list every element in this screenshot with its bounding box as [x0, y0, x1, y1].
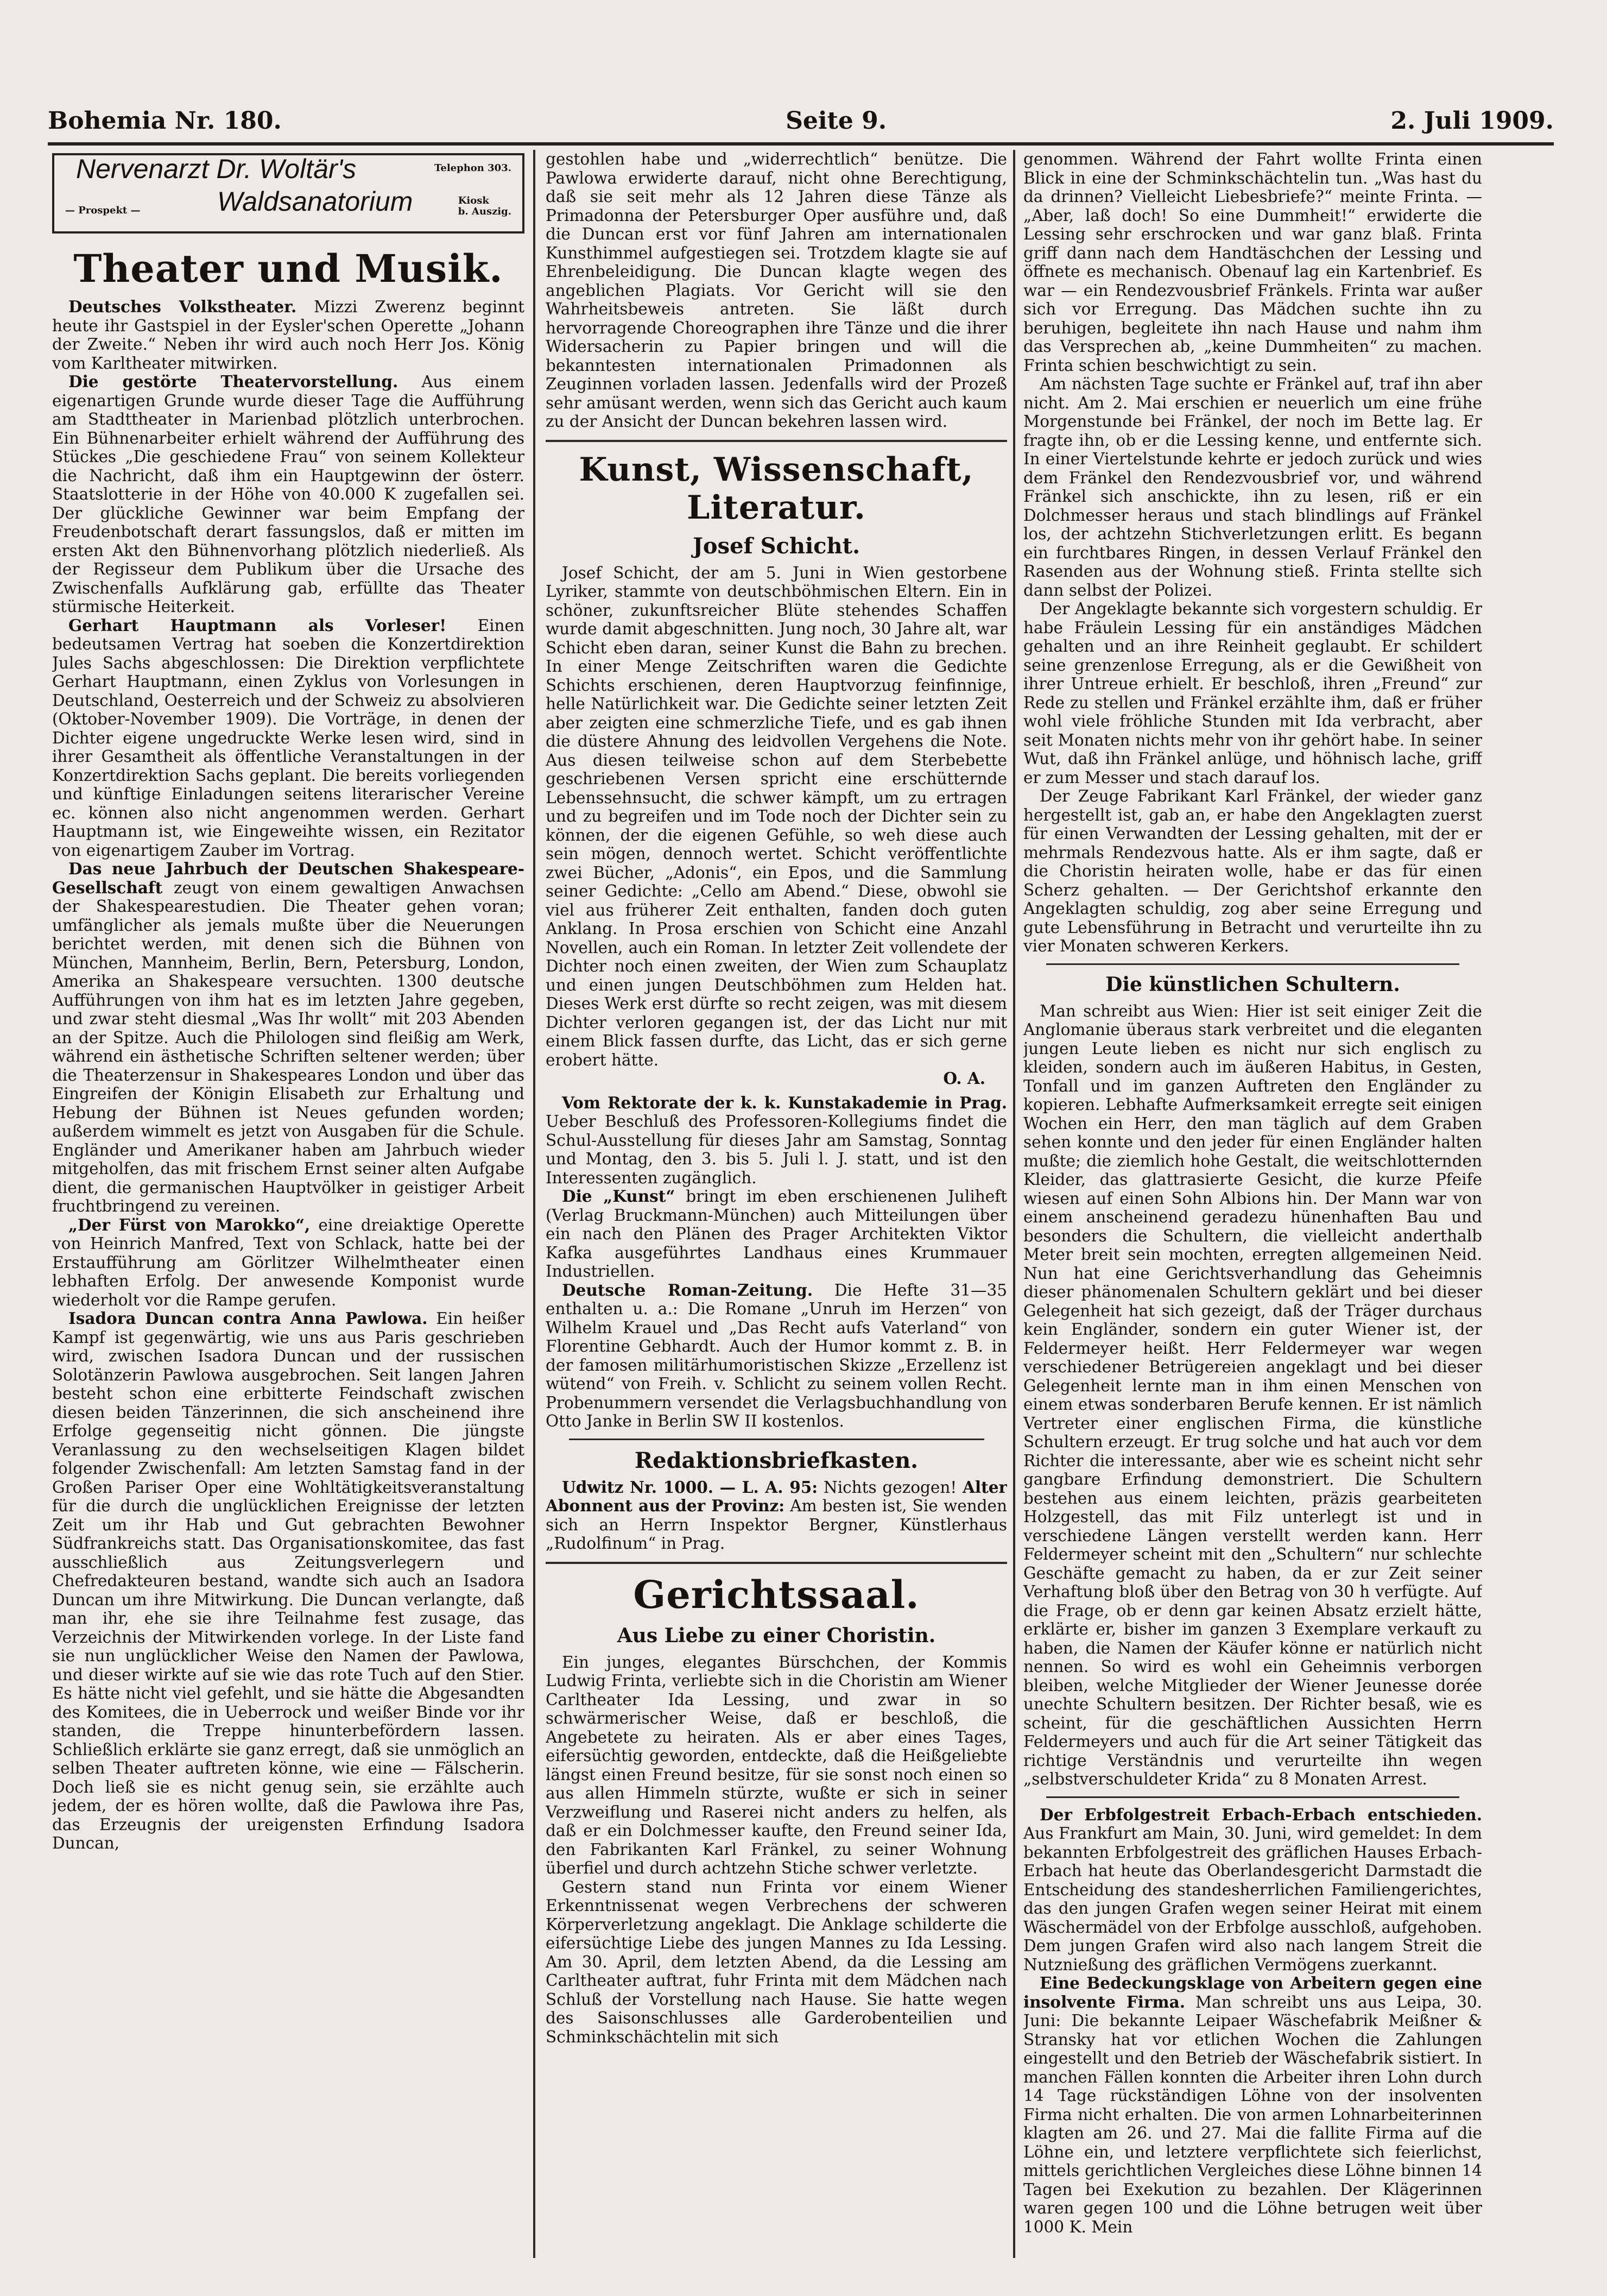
article-text: Aus einem eigenartigen Grunde wurde dieser Tage die Aufführung am Stadttheater in Marienbad plötzlich unterbrochen. Ein Bühnenarbeiter erhielt während der Aufführung des Stückes „Die geschiedene Frau“ von seinem Kollekteur die Nachricht, daß ihm ein Hauptgewinn der österr. Staatslotterie in der Höhe von 40.000 K zugefallen sei. Der glückliche Gewinner war beim Empfang der Freudenbotschaft derart fassungslos, daß er mitten im ersten Akt den Bühnenvorhang plötzlich niederließ. Als der Regisseur dem Publikum über die Ursache des Zwischenfalls Aufklärung gab, erfüllte das Theater stürmische Heiterkeit. [52, 373, 524, 616]
article-lead: „Der Fürst von Marokko“, [68, 1215, 311, 1234]
article-lead: Isadora Duncan contra Anna Pawlowa. [68, 1309, 428, 1328]
article-text: eine dreiaktige Operette von Heinrich Manfred, Text von Schlack, hatte bei der Erstaufführung am Görlitzer Wilhelmtheater einen lebhaften Erfolg. Der anwesende Komponist wurde wiederholt vor die Rampe gerufen. [52, 1215, 524, 1309]
article-paragraph [546, 1094, 1007, 1188]
section-rule-2 [546, 1562, 1007, 1564]
briefkasten-text-2: Am besten ist, Sie wenden sich an Herrn Inspektor Bergner, Künstlerhaus „Rudolfinum“ in Prag. [546, 1497, 1007, 1553]
ad-telephone: Telephon 303. [434, 162, 511, 174]
article-paragraph: Der Zeuge Fabrikant Karl Fränkel, der wieder ganz hergestellt ist, gab an, er habe den Angeklagten zuerst für einen Verwandten der Lessing gehalten, mit der er mehrmals Rendezvous hatte. Als er ihm sagte, daß er die Choristin heiraten wolle, habe er das für einen Scherz gehalten. — Der Gerichtshof erkannte den Angeklagten schuldig, zog aber seine Erregung und gute Lebensführung in Betracht und verurteilte ihn zu vier Monaten schweren Kerkers. [1023, 787, 1482, 955]
article-text: Man schreibt uns aus Leipa, 30. Juni: Die bekannte Leipaer Wäschefabrik Meißner & Stransky hat vor etlichen Wochen die Zahlungen eingestellt und den Betrieb der Wäschefabrik sistiert. In manchen Fällen konnten die Arbeiter ihren Lohn durch 14 Tage rückständigen Löhne von der insolventen Firma nicht erhalten. Die von armen Lohnarbeiterinnen klagten am 26. und 27. Mai die fallite Firma auf die Löhne ein, und letztere verpflichtete sich feierlichst, mittels gerichtlichen Vergleiches diese Löhne binnen 14 Tagen bei Exekution zu bezahlen. Der Klägerinnen waren gegen 100 und die Löhne betrugen weit über 1000 K. Mein [1023, 1992, 1482, 2236]
duncan-continuation: gestohlen habe und „widerrechtlich“ benütze. Die Pawlowa erwiderte darauf, nicht ohne Berechtigung, daß sie seit mehr als 12 Jahren diese Tänze als Primadonna der Petersburger Oper ausführe und, daß die Duncan erst vor fünf Jahren am internationalen Kunsthimmel aufgestiegen sei. Trotzdem klagte sie auf Ehrenbeleidigung. Die Duncan klagte wegen des angeblichen Plagiats. Vor Gericht will sie den Wahrheitsbeweis antreten. Sie läßt durch hervorragende Choreographen ihre Tänze und die ihrer Widersacherin zu Papier bringen und will die bekanntesten internationalen Primadonnen als Zeuginnen vorladen lassen. Jedenfalls wird der Prozeß sehr amüsant werden, wenn sich das Gericht auch kaum zu der Ansicht der Duncan bekehren lassen wird. [546, 150, 1007, 431]
article-paragraph: Ein junges, elegantes Bürschchen, der Kommis Ludwig Frinta, verliebte sich in die Choristin am Wiener Carltheater Ida Lessing, und zwar in so schwärmerischer Weise, daß er beschloß, die Angebetete zu heiraten. Als er aber eines Tages, eifersüchtig geworden, entdeckte, daß die Heißgeliebte längst einen Freund besitze, für sie sonst noch einen so aus allen Himmeln stürzte, wußte er sich in seiner Verzweiflung und Raserei nicht anders zu helfen, als daß er ein Dolchmesser kaufte, den Freund seiner Ida, den Fabrikanten Karl Fränkel, zu seiner Wohnung überfiel und durch achtzehn Stiche schwer verletzte. [546, 1652, 1007, 1877]
article-lead: Deutsches Volkstheater. [68, 297, 297, 316]
article-text: Die Hefte 31—35 enthalten u. a.: Die Romane „Unruh im Herzen“ von Wilhelm Krauel und „Das Recht aufs Vaterland“ von Florentine Gebhardt. Auch der Humor kommt z. B. in der famosen militärhumoristischen Skizze „Erzellenz ist wütend“ von Freih. v. Schlicht zu seinem vollen Recht. Probenummern versendet die Verlagsbuchhandlung von Otto Janke in Berlin SW II kostenlos. [546, 1281, 1007, 1430]
article-text: bringt im eben erschienenen Juliheft (Verlag Bruckmann-München) auch Mitteilungen über ein nach den Plänen des Prager Architekten Viktor Kafka ausgeführtes Landhaus eines Krummauer Industriellen. [546, 1187, 1007, 1281]
choristin-continuation: genommen. Während der Fahrt wollte Frinta einen Blick in eine der Schminkschächtelin tun. „Was hast du da drinnen? Vielleicht Liebesbriefe?“ meinte Frinta. — „Aber, laß doch! So eine Dummheit!“ erwiderte die Lessing sehr erschrocken und war ganz blaß. Frinta griff dann nach dem Handtäschchen der Lessing und öffnete es mechanisch. Obenauf lag ein Kartenbrief. Es war — ein Rendezvousbrief Fränkels. Frinta war außer sich vor Erregung. Das Mädchen suchte ihn zu beruhigen, begleitete ihn nach Hause und nahm ihm das Versprechen ab, „keine Dummheiten“ zu machen. Frinta schien beschwichtigt zu sein. [1023, 150, 1482, 375]
kunst-notes [546, 1094, 1007, 1431]
briefkasten-lead-2: Alter Abonnent aus der Provinz: [546, 1477, 1007, 1515]
article-paragraph: Der Angeklagte bekannte sich vorgestern schuldig. Er habe Fräulein Lessing für ein anständiges Mädchen gehalten und an ihre Reinheit geglaubt. Er schildert seine grenzenlose Erregung, als er die Gewißheit von ihrer Untreue erhielt. Er beschloß, ihren „Freund“ zur Rede zu stellen und Fränkel erzählte ihm, daß er früher wohl viele fröhliche Stunden mit Ida verbracht, aber seit Monaten nichts mehr von ihr gehört habe. In seiner Wut, daß ihn Fränkel anlüge, und höhnisch lache, griff er zum Messer und stach darauf los. [1023, 600, 1482, 787]
article-paragraph: Am nächsten Tage suchte er Fränkel auf, traf ihn aber nicht. Am 2. Mai erschien er neuerlich um eine frühe Morgenstunde bei Fränkel, der noch im Bette lag. Er fragte ihn, ob er die Lessing kenne, und entfernte sich. In einer Viertelstunde kehrte er jedoch zurück und wies dem Fränkel den Rendezvousbrief vor, und während Fränkel sich anschickte, ihn zu lesen, riß er ein Dolchmesser heraus und stach blindlings auf Fränkel los, der achtzehn Stichverletzungen erlitt. Es begann ein furchtbares Ringen, in dessen Verlauf Fränkel den Rasenden aus der Wohnung stieß. Frinta stellte sich dann selbst der Polizei. [1023, 375, 1482, 600]
ad-kiosk: Kiosk b. Auszig. [458, 195, 511, 217]
article-text: Einen bedeutsamen Vertrag hat soeben die Konzertdirektion Jules Sachs abgeschlossen: Die Direktion verpflichtete Gerhart Hauptmann, einen Zyklus von Vorlesungen in Deutschland, Oesterreich und der Schweiz zu absolvieren (Oktober-November 1909). Die Vorträge, in denen der Dichter eigene ungedruckte Werke lesen wird, sind in ihrer Gesamtheit als öffentliche Veranstaltungen in der Konzertdirektion Sachs geplant. Die bereits vorliegenden und künftige Einladungen seitens literarischer Vereine ec. können also nicht angenommen werden. Gerhart Hauptmann ist, wie Eingeweihte wissen, ein Rezitator von eigenartigem Zauber im Vortrag. [52, 616, 524, 860]
article-paragraph [1023, 1806, 1482, 1975]
section-title-briefkasten: Redaktionsbriefkasten. [634, 1447, 919, 1473]
ad-prospekt: — Prospekt — [65, 205, 141, 216]
article-text: zeugt von einem gewaltigen Anwachsen der Shakespearestudien. Die Theater gehen voran; umfänglicher als jemals mußte über die Neuerungen berichtet werden, mit denen sich die Bühnen von München, Mannheim, Berlin, Bern, Petersburg, London, Amerika an Shakespeare versuchten. 1300 deutsche Aufführungen von ihm hat es im letzten Jahre gegeben, und zwar steht diesmal „Was Ihr wollt“ mit 203 Abenden an der Spitze. Auch die Philologen sind fleißig am Werk, während ein ästhetische Schriften seltener werden; über die Theaterzensur in Shakespeares London und über das Eingreifen der Königin Elisabeth zur Erhaltung und Hebung der Bühnen ist Neues gefunden worden; außerdem wimmelt es jetzt von Ausgaben für die Schule. Engländer und Amerikaner haben am Jahrbuch wieder mitgeholfen, das mit frischem Ernst seiner alten Aufgabe dient, die germanischen Hauptvölker in geistiger Arbeit fruchtbringend zu vereinen. [52, 878, 524, 1215]
column-rule-2 [1013, 150, 1015, 2258]
article-paragraph [52, 860, 524, 1216]
article-lead: Das neue Jahrbuch der Deutschen Shakespeare-Gesellschaft [52, 859, 524, 897]
article-schicht-body: Josef Schicht, der am 5. Juni in Wien gestorbene Lyriker, stammte von deutschböhmischen Eltern. Ein in schöner, zukunftsreicher Blüte stehendes Schaffen wurde damit abgeschnitten. Jung noch, 30 Jahre alt, war Schicht eben daran, seiner Kunst die Bahn zu brechen. In einer Menge Zeitschriften waren die Gedichte Schichts erschienen, deren Hauptvorzug feinfinnige, helle Natürlichkeit war. Die Gedichte seiner letzten Zeit aber zeigten eine schmerzliche Tiefe, und es gab ihnen die düstere Ahnung des leidvollen Vergehens die Note. Aus diesen teilweise schon auf dem Sterbebette geschriebenen Versen spricht eine erschütternde Lebenssehnsucht, die schwer kämpft, um zu ertragen und zu begreifen und im Tode noch der Dichter sein zu können, der die eigenen Gefühle, so weh diese auch sein mögen, dennoch wertet. Schicht veröffentlichte zwei Bücher, „Adonis“, ein Epos, und die Sammlung seiner Gedichte: „Cello am Abend.“ Diese, obwohl sie viel aus früherer Zeit enthalten, fanden doch guten Anklang. In Prosa erschien von Schicht eine Anzahl Novellen, auch ein Roman. In letzter Zeit vollendete der Dichter noch einen zweiten, der Wien zum Schauplatz und einen jungen Deutschböhmen zum Helden hat. Dieses Werk erst dürfte so recht zeigen, was mit diesem Dichter verloren gegangen ist, der das Licht nur mit einem Blick fassen durfte, das Licht, das er sich gerne erobert hätte. [546, 563, 1007, 1069]
theater-articles [52, 298, 524, 1853]
article-lead: Die gestörte Theatervorstellung. [68, 372, 398, 391]
article-paragraph [52, 1309, 524, 1853]
article-lead: Eine Bedeckungsklage von Arbeitern gegen eine insolvente Firma. [1023, 1973, 1482, 2011]
article-text: Mizzi Zwerenz beginnt heute ihr Gastspiel in der Eysler'schen Operette „Johann der Zweite.“ Neben ihr wird auch noch Herr Jos. König vom Karltheater mitwirken. [52, 298, 524, 373]
divider-3 [1046, 1796, 1459, 1798]
article-lead: Der Erbfolgestreit Erbach-Erbach entschieden. [1040, 1805, 1482, 1824]
divider [569, 1439, 984, 1440]
ad-sanatorium-name: Waldsanatorium [217, 186, 413, 217]
article-lead: Vom Rektorate der k. k. Kunstakademie in Prag. [562, 1093, 1007, 1112]
article-paragraph [52, 1216, 524, 1310]
court-article-body [546, 1653, 1007, 2047]
sanatorium-advertisement [52, 153, 524, 234]
ad-doctor-name: Nervenarzt Dr. Woltär's [76, 154, 357, 184]
article-title-schicht: Josef Schicht. [692, 533, 861, 559]
column-2 [546, 150, 1007, 2263]
column-3 [1023, 150, 1482, 2263]
briefkasten-body [546, 1478, 1007, 1553]
article-lead: Gerhart Hauptmann als Vorleser! [68, 615, 447, 635]
header-date: 2. Juli 1909. [1390, 107, 1554, 135]
header-page-number: Seite 9. [786, 107, 887, 135]
article-paragraph [52, 616, 524, 860]
article-paragraph [1023, 1974, 1482, 2236]
article-paragraph [546, 1187, 1007, 1281]
divider-2 [1046, 963, 1459, 965]
article-lead: Deutsche Roman-Zeitung. [562, 1280, 813, 1300]
article-text: Ein heißer Kampf ist gegenwärtig, wie uns aus Paris geschrieben wird, zwischen Isadora Duncan und der russischen Solotänzerin Pawlowa ausgebrochen. Seit langen Jahren besteht schon eine erbitterte Feindschaft zwischen diesen beiden Tänzerinnen, die sich anscheinend ihre Erfolge gegenseitig nicht gönnen. Die jüngste Veranlassung zu den wechselseitigen Klagen bildet folgender Zwischenfall: Am letzten Samstag fand in der Großen Pariser Oper eine Wohltätigkeitsveranstaltung für die durch die unglücklichen Ereignisse der letzten Zeit um ihr Hab und Gut gebrachten Bewohner Südfrankreichs statt. Das Organisationskomitee, das fast ausschließlich aus Zeitungsverlegern und Chefredakteuren bestand, wandte sich auch an Isadora Duncan um ihre Mitwirkung. Die Duncan verlangte, daß man ihr, ehe sie ihre Teilnahme fest zusage, das Verzeichnis der Mitwirkenden vorlege. In der Liste fand sie nun unglücklicher Weise den Namen der Pawlowa, und dieser wirkte auf sie wie das rote Tuch auf den Stier. Es hätte nicht viel gefehlt, und sie hätte die Abgesandten des Komitees, die in Ueberrock und weißer Binde vor ihr standen, die Treppe hinunterbefördern lassen. Schließlich erklärte sie ganz erregt, daß sie unmöglich an selben Theater auftreten könne, wie eine — Fälscherin. Doch ließ sie es nicht genug sein, sie erzählte auch jedem, der es hören wollte, daß die Pawlowa ihre Pas, das Erzeugnis der ureigensten Erfindung Isadora Duncan, [52, 1309, 524, 1852]
column-1 [52, 150, 524, 2263]
briefkasten-lead-1: Udwitz Nr. 1000. — L. A. 95: [562, 1477, 818, 1497]
section-rule [546, 440, 1007, 442]
article-title-schultern: Die künstlichen Schultern. [1105, 973, 1400, 996]
section-title-gerichtssaal: Gerichtssaal. [633, 1572, 920, 1617]
court-notes [1023, 1806, 1482, 2237]
header-rule [48, 142, 1554, 146]
article-lead: Die „Kunst“ [562, 1187, 675, 1206]
article-paragraph [52, 373, 524, 616]
page-header [48, 102, 1554, 135]
article-title-choristin: Aus Liebe zu einer Choristin. [617, 1624, 936, 1647]
article-paragraph: Gestern stand nun Frinta vor einem Wiener Erkenntnissenat wegen Verbrechens der schweren Körperverletzung angeklagt. Die Anklage schilderte die eifersüchtige Liebe des jungen Mannes zu Ida Lessing. Am 30. April, dem letzten Abend, da die Lessing am Carltheater auftrat, fuhr Frinta mit dem Mädchen nach Schluß der Vorstellung nach Hause. Sie hatte wegen des Saisonschlusses alle Garderobenteilien und Schminkschächtelin mit sich [546, 1877, 1007, 2046]
briefkasten-text-1: Nichts gezogen! [818, 1478, 963, 1497]
article-paragraph [52, 298, 524, 373]
section-title-theater: Theater und Musik. [73, 246, 503, 291]
section-title-kunst: Kunst, Wissenschaft, Literatur. [579, 450, 974, 527]
article-text: Ueber Beschluß des Professoren-Kollegiums findet die Schul-Ausstellung für dieses Jahr am Samstag, Sonntag und Montag, den 3. bis 5. Juli l. J. statt, und ist den Interessenten zugänglich. [546, 1112, 1007, 1187]
column-rule-1 [533, 150, 535, 2258]
article-signature: O. A. [943, 1069, 985, 1088]
choristin-paragraphs [1023, 375, 1482, 956]
article-schultern-body: Man schreibt aus Wien: Hier ist seit einiger Zeit die Anglomanie überaus stark verbreitet und die eleganten jungen Leute lieben es nicht nur sich englisch zu kleiden, sondern auch im äußeren Habitus, in Gesten, Tonfall und im ganzen Auftreten den Engländer zu kopieren. Lebhafte Aufmerksamkeit erregte seit einigen Wochen ein Herr, den man täglich auf dem Graben sehen konnte und den jeder für einen Engländer halten mußte; die ziemlich hohe Gestalt, die weitschlotternden Kleider, das glattrasierte Gesicht, die kurze Pfeife wiesen auf einen Sohn Albions hin. Der Mann war von einem anscheinend geradezu hünenhaften Bau und besonders die Schultern, die vielleicht anderthalb Meter breit sein mochten, erregten allgemeinen Neid. Nun hat eine Gerichtsverhandlung das Geheimnis dieser phänomenalen Schultern geklärt und bei dieser Gelegenheit hat sich gezeigt, daß der Träger durchaus kein Engländer, sondern ein guter Wiener ist, der Feldermeyer heißt. Herr Feldermeyer war wegen verschiedener Betrügereien angeklagt und bei dieser Gelegenheit lernte man in ihm einen Menschen von einem etwas sonderbaren Berufe kennen. Er ist nämlich Vertreter einer englischen Firma, die künstliche Schultern erzeugt. Er trug solche und hat auch vor dem Richter die interessante, aber wie es scheint nicht sehr gangbare Erfindung demonstriert. Die Schultern bestehen aus einem leichten, präzis gearbeiteten Holzgestell, das mit Filz unterlegt ist und in verschiedene Längen verstellt werden kann. Herr Feldermeyer scheint mit den „Schultern“ nur schlechte Geschäfte gemacht zu haben, da er zur Zeit seiner Verhaftung bloß über den Betrag von 30 h verfügte. Auf die Frage, ob er denn gar keinen Absatz erzielt hätte, erklärte er, bisher im ganzen 3 Exemplare verkauft zu haben, die Namen der Käufer könne er natürlich nicht nennen. So wird es wohl ein Geheimnis verborgen bleiben, welche Mitglieder der Wiener Jeunesse dorée unechte Schultern besitzen. Der Richter besaß, wie es scheint, für die geschäftlichen Aussichten Herrn Feldermeyers und auch für die Art seiner Tätigkeit das richtige Verständnis und verurteilte ihn wegen „selbstverschuldeter Krida“ zu 8 Monaten Arrest. [1023, 1001, 1482, 1788]
article-text: Aus Frankfurt am Main, 30. Juni, wird gemeldet: In dem bekannten Erbfolgestreit des gräflichen Hauses Erbach-Erbach hat heute das Oberlandesgericht Darmstadt die Entscheidung des standesherrlichen Familiengerichtes, das den jungen Grafen wegen seiner Heirat mit einem Wäschermädel von der Erbfolge ausschloß, aufgehoben. Dem jungen Grafen wird also nach langem Streit die Nutznießung des gräflichen Vermögens zuerkannt. [1023, 1824, 1482, 1974]
article-paragraph [546, 1281, 1007, 1431]
header-issue: Bohemia Nr. 180. [48, 107, 282, 135]
